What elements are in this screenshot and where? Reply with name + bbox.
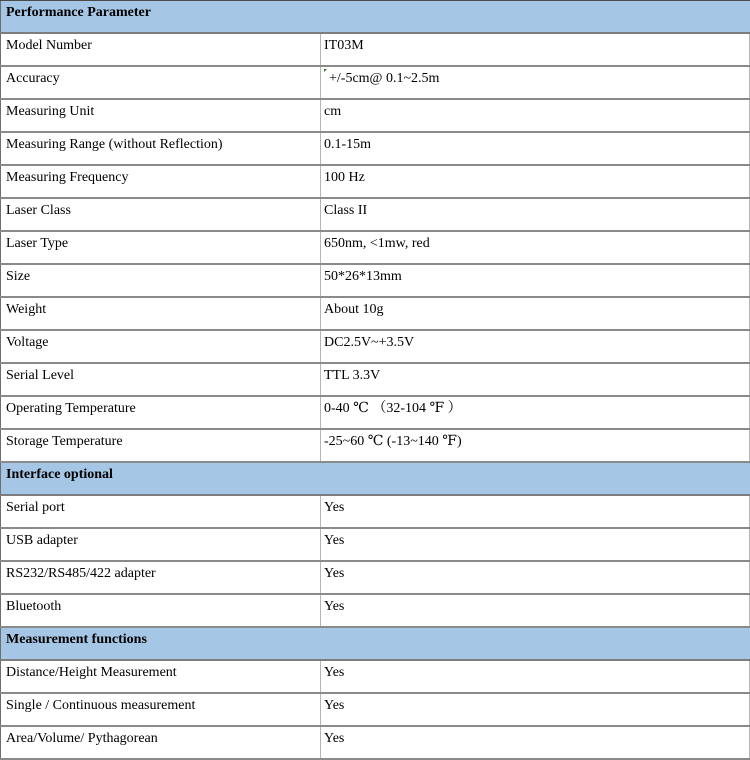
table-row <box>0 430 750 463</box>
table-row <box>0 496 750 529</box>
row-label: Distance/Height Measurement <box>0 661 321 692</box>
table-row <box>0 232 750 265</box>
table-row <box>0 133 750 166</box>
row-value: Yes <box>321 661 750 692</box>
row-value: Class II <box>321 199 750 230</box>
row-label: Voltage <box>0 331 321 362</box>
row-label: Serial port <box>0 496 321 527</box>
row-label: Operating Temperature <box>0 397 321 428</box>
row-label: Laser Type <box>0 232 321 263</box>
row-label: Storage Temperature <box>0 430 321 461</box>
section-header-performance <box>0 1 750 34</box>
cell-marker-icon <box>324 69 327 72</box>
row-value: DC2.5V~+3.5V <box>321 331 750 362</box>
table-row <box>0 727 750 760</box>
table-row <box>0 34 750 67</box>
table-row <box>0 364 750 397</box>
row-value: 0.1-15m <box>321 133 750 164</box>
row-value: Yes <box>321 694 750 725</box>
row-value: 100 Hz <box>321 166 750 197</box>
table-row <box>0 199 750 232</box>
row-value: IT03M <box>321 34 750 65</box>
section-title: Interface optional <box>0 463 750 494</box>
table-row <box>0 397 750 430</box>
table-row <box>0 529 750 562</box>
table-row <box>0 661 750 694</box>
row-label: Measuring Unit <box>0 100 321 131</box>
row-value: Yes <box>321 595 750 626</box>
row-label: Measuring Range (without Reflection) <box>0 133 321 164</box>
row-label: USB adapter <box>0 529 321 560</box>
table-row <box>0 67 750 100</box>
row-label: Measuring Frequency <box>0 166 321 197</box>
section-header-interface <box>0 463 750 496</box>
row-label: Area/Volume/ Pythagorean <box>0 727 321 758</box>
table-row <box>0 265 750 298</box>
row-value: Yes <box>321 496 750 527</box>
table-row <box>0 100 750 133</box>
row-value: -25~60 ℃ (-13~140 ℉) <box>321 430 750 461</box>
table-row <box>0 694 750 727</box>
row-label: Laser Class <box>0 199 321 230</box>
row-value-text: +/-5cm@ 0.1~2.5m <box>329 71 440 86</box>
row-label: Accuracy <box>0 67 321 98</box>
row-value: 50*26*13mm <box>321 265 750 296</box>
row-value: About 10g <box>321 298 750 329</box>
table-row <box>0 166 750 199</box>
table-row <box>0 562 750 595</box>
section-title: Measurement functions <box>0 628 750 659</box>
row-label: Model Number <box>0 34 321 65</box>
row-value: Yes <box>321 529 750 560</box>
row-value: 0-40 ℃ （32-104 ℉ ） <box>321 397 750 428</box>
row-value: cm <box>321 100 750 131</box>
table-row <box>0 595 750 628</box>
row-label: Single / Continuous measurement <box>0 694 321 725</box>
row-label: Size <box>0 265 321 296</box>
row-value: Yes <box>321 727 750 758</box>
table-row <box>0 331 750 364</box>
row-value: TTL 3.3V <box>321 364 750 395</box>
row-value: 650nm, <1mw, red <box>321 232 750 263</box>
row-label: Weight <box>0 298 321 329</box>
row-value: Yes <box>321 562 750 593</box>
table-row <box>0 298 750 331</box>
section-title: Performance Parameter <box>0 1 750 32</box>
section-header-measurement <box>0 628 750 661</box>
row-value <box>321 67 750 98</box>
row-label: Bluetooth <box>0 595 321 626</box>
row-label: Serial Level <box>0 364 321 395</box>
row-label: RS232/RS485/422 adapter <box>0 562 321 593</box>
